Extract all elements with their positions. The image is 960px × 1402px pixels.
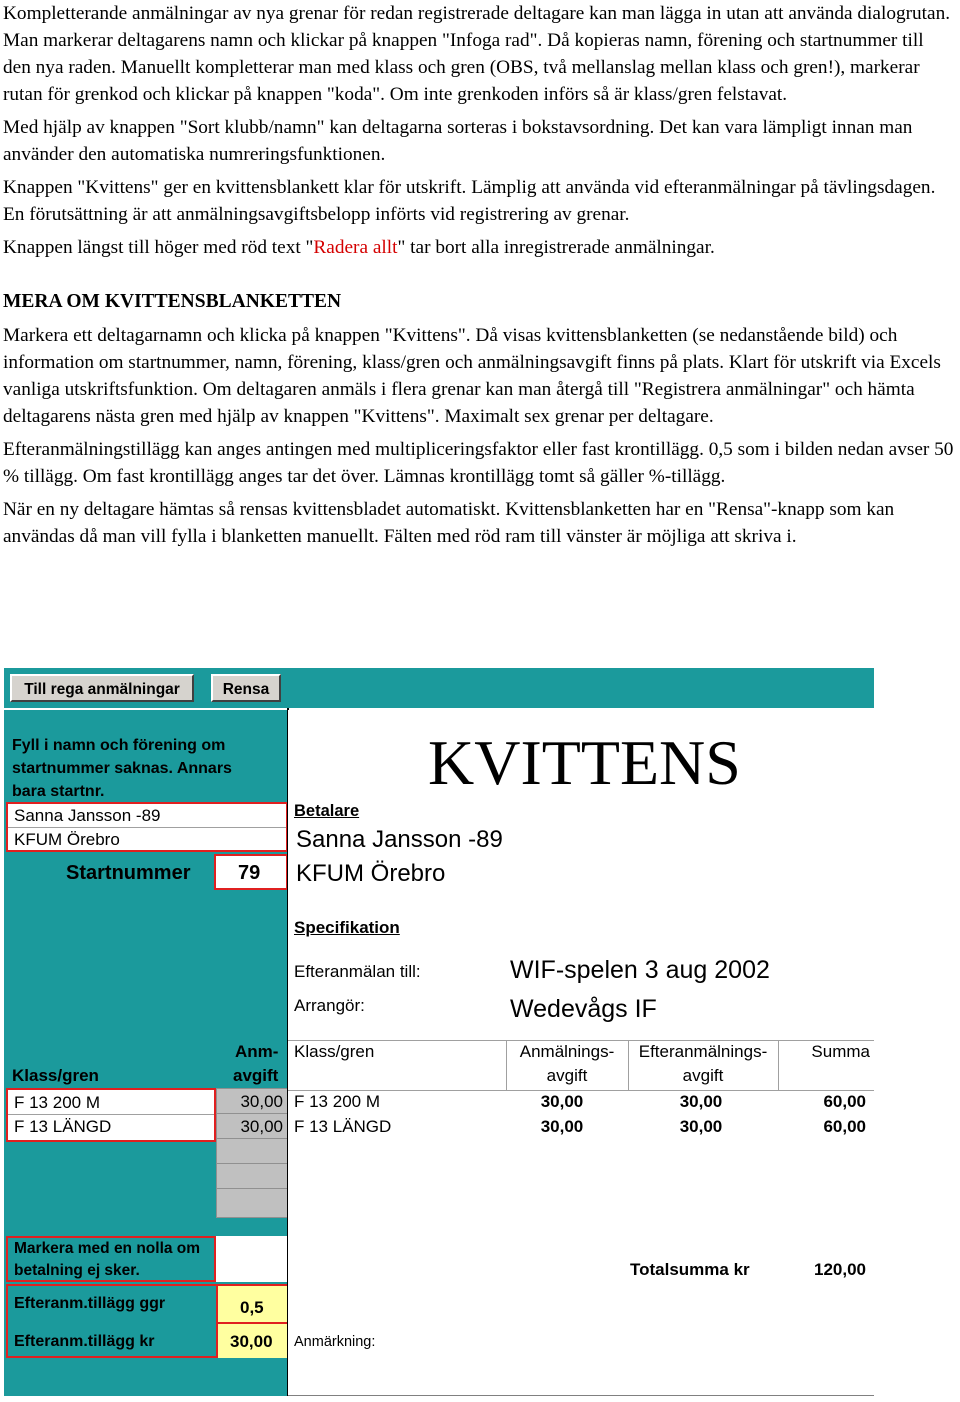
payer-club: KFUM Örebro	[296, 860, 446, 887]
betalare-label: Betalare	[294, 802, 360, 820]
paragraph-infoga-rad: Kompletterande anmälningar av nya grenar för redan registrerade deltagare kan man lägga in utan att använda dialogrutan. Man markerar deltagarens namn och klickar på knappen "Infoga rad". Då kopieras namn, förening och startnummer till den nya raden. Manuellt kompletterar man med klass och gren (OBS, två mellanslag mellan klass och gren!), markerar rutan för grenkod och klickar på knappen "koda". Om inte grenkoden införs så är klass/gren felstavat.	[3, 3, 951, 105]
anmarkning-label: Anmärkning:	[294, 1334, 376, 1350]
sheet-toolbar	[4, 668, 874, 708]
row-eft: 30,00	[679, 1092, 723, 1111]
instruction-label: Fyll i namn och förening om startnummer saknas. Annars bara startnr.	[12, 737, 232, 800]
rensa-button[interactable]: Rensa	[211, 674, 281, 702]
kvittens-title: KVITTENS	[428, 727, 741, 798]
arrangor-label: Arrangör:	[294, 996, 365, 1015]
radera-post: " tar bort alla inregistrerade anmälningar.	[397, 237, 715, 258]
klass-field-2[interactable]: F 13 LÄNGD	[14, 1117, 112, 1136]
totalsumma-value: 120,00	[814, 1260, 866, 1279]
name-field[interactable]: Sanna Jansson -89	[14, 806, 161, 825]
paragraph-sort: Med hjälp av knappen "Sort klubb/namn" kan deltagarna sorteras i bokstavsordning. Det kan vara lämpligt innan man använder den automatiska numreringsfunktionen.	[3, 117, 913, 165]
receipt-panel	[288, 710, 874, 1396]
specifikation-label: Specifikation	[294, 918, 400, 937]
radera-pre: Knappen längst till höger med röd text "	[3, 237, 314, 258]
markera-box	[6, 1236, 216, 1282]
col-eft-1: Efteranmälnings-	[638, 1042, 768, 1061]
col-summa: Summa	[811, 1042, 870, 1061]
row-anm: 30,00	[540, 1117, 584, 1136]
organizer-name: Wedevågs IF	[510, 995, 657, 1023]
section-heading: MERA OM KVITTENSBLANKETTEN	[3, 291, 342, 312]
kr-label: Efteranm.tillägg kr	[14, 1333, 155, 1350]
left-anm-header-2: avgift	[233, 1066, 279, 1085]
paragraph-kvittens: Knappen "Kvittens" ger en kvittensblankett klar för utskrift. Lämplig att använda vid efteranmälningar på tävlingsdagen. En förutsättning är att anmälningsavgiftsbelopp införts vid registrering av grenar.	[3, 177, 936, 225]
anm-avgift-column	[216, 1088, 288, 1218]
klass-field-1[interactable]: F 13 200 M	[14, 1093, 100, 1112]
startnummer-field[interactable]: 79	[238, 862, 261, 884]
instructions-text	[3, 0, 955, 556]
event-name: WIF-spelen 3 aug 2002	[510, 956, 770, 984]
name-club-box	[6, 802, 288, 852]
totalsumma-label: Totalsumma kr	[630, 1260, 750, 1279]
ggr-field[interactable]: 0,5	[240, 1298, 264, 1317]
till-rega-button[interactable]: Till rega anmälningar	[10, 674, 194, 702]
row-anm: 30,00	[540, 1092, 584, 1111]
efteranmalan-label: Efteranmälan till:	[294, 962, 421, 981]
row-sum: 60,00	[823, 1092, 866, 1111]
anm-field-1: 30,00	[240, 1092, 283, 1111]
startnummer-label: Startnummer	[66, 862, 191, 884]
markera-cell[interactable]	[216, 1236, 288, 1282]
col-eft-2: avgift	[682, 1066, 724, 1085]
ggr-label: Efteranm.tillägg ggr	[14, 1295, 166, 1312]
anm-field-2: 30,00	[240, 1117, 283, 1136]
paragraph-rensa: När en ny deltagare hämtas så rensas kvittensbladet automatiskt. Kvittensblanketten har en "Rensa"-knapp som kan användas då man vill fylla i blanketten manuellt. Fälten med röd ram till vänster är möjliga att skriva i.	[3, 499, 895, 547]
left-klass-header: Klass/gren	[12, 1066, 99, 1085]
payer-name: Sanna Jansson -89	[296, 826, 503, 853]
col-anm-2: avgift	[546, 1066, 588, 1085]
input-panel	[4, 710, 287, 1396]
col-anm-1: Anmälnings-	[519, 1042, 615, 1061]
row-eft: 30,00	[679, 1117, 723, 1136]
club-field[interactable]: KFUM Örebro	[14, 830, 120, 849]
markera-label: Markera med en nolla om betalning ej sker.	[14, 1240, 201, 1279]
col-klass-gren: Klass/gren	[294, 1042, 375, 1061]
row-klass: F 13 200 M	[294, 1092, 380, 1111]
kvittens-sheet-screenshot	[4, 668, 874, 1396]
paragraph-markera: Markera ett deltagarnamn och klicka på knappen "Kvittens". Då visas kvittensblanketten (se nedanstående bild) och information om startnummer, namn, förening, klass/gren och anmälningsavgift finns på plats. Klart för utskrift via Excels vanliga utskriftsfunktion. Om deltagaren anmäls i flera grenar kan man återgå till "Registrera anmälningar" och hämta deltagarens nästa gren med hjälp av knappen "Kvittens". Maximalt sex grenar per deltagare.	[3, 325, 941, 427]
kr-field[interactable]: 30,00	[230, 1332, 273, 1351]
klass-gren-box	[6, 1088, 216, 1142]
radera-allt-text: Radera allt	[313, 237, 398, 258]
paragraph-efteranm: Efteranmälningstillägg kan anges antingen med multipliceringsfaktor eller fast krontillägg. 0,5 som i bilden nedan avser 50 % tillägg. Om fast krontillägg anges tar det över. Lämnas krontillägg tomt så gäller %-tillägg.	[3, 439, 954, 487]
row-klass: F 13 LÄNGD	[294, 1117, 392, 1136]
startnummer-box	[214, 854, 288, 890]
tillagg-box	[6, 1284, 288, 1358]
left-anm-header-1: Anm-	[235, 1042, 279, 1061]
paragraph-radera	[3, 234, 955, 261]
row-sum: 60,00	[823, 1117, 866, 1136]
